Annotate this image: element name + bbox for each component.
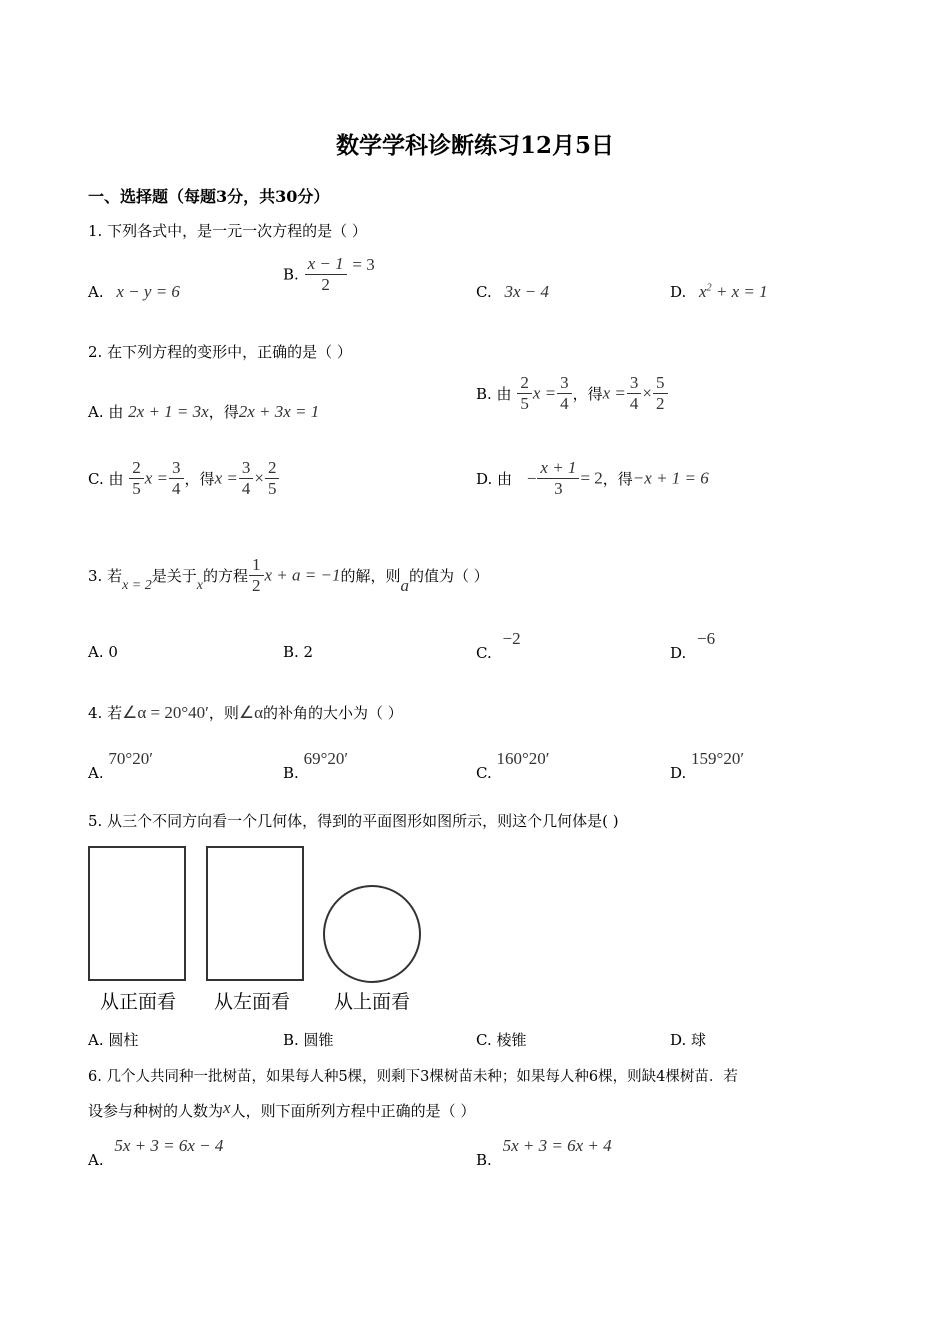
q5-option-c: C. 棱锥	[476, 1031, 527, 1049]
option-label: C.	[476, 283, 492, 301]
stem-math: ∠α	[238, 703, 264, 722]
question-2-stem: 2. 在下列方程的变形中，正确的是（ ）	[88, 343, 352, 361]
times-sign: ×	[642, 383, 653, 403]
q1-option-b	[283, 254, 375, 295]
option-math: x =	[214, 468, 238, 488]
math-rest: + x = 1	[711, 282, 768, 301]
option-label: A.	[88, 764, 104, 782]
question-4-stem	[88, 702, 403, 723]
fraction	[239, 458, 254, 499]
denominator: 2	[653, 393, 668, 414]
q5-option-d: D. 球	[670, 1031, 707, 1049]
option-math: 5x + 3 = 6x − 4	[114, 1136, 224, 1155]
denominator: 4	[627, 393, 642, 414]
q5-option-a: A. 圆柱	[88, 1031, 139, 1049]
numerator: 1	[252, 555, 261, 574]
q4-option-b	[283, 749, 349, 783]
option-label: C. 由	[88, 470, 124, 488]
numerator: 2	[267, 458, 277, 477]
fraction	[627, 373, 642, 414]
fraction	[169, 458, 184, 499]
option-math: = 3	[352, 254, 375, 274]
option-math: 70°20′	[108, 749, 153, 768]
denominator: 3	[537, 478, 579, 499]
numerator: 3	[560, 373, 569, 392]
denominator: 2	[305, 274, 347, 295]
option-math: 3x − 4	[504, 282, 550, 301]
option-math: −2	[502, 629, 521, 648]
denominator: 4	[239, 478, 254, 499]
numerator: 3	[172, 458, 181, 477]
option-label: C.	[476, 764, 492, 782]
numerator: 3	[629, 373, 639, 392]
stem-text: 的解，则	[340, 567, 401, 585]
question-1-stem: 1. 下列各式中，是一元一次方程的是（ ）	[88, 222, 367, 240]
fraction	[517, 373, 532, 414]
option-math: 159°20′	[691, 749, 745, 768]
numerator: 5	[656, 373, 665, 392]
option-label: C.	[476, 644, 492, 662]
denominator: 5	[265, 478, 280, 499]
q6-option-b	[476, 1136, 612, 1170]
question-6-stem-line2	[88, 1100, 475, 1121]
option-math: −6	[697, 629, 716, 648]
q3-option-a: A. 0	[88, 643, 118, 661]
section-heading: 一、选择题（每题3分，共30分）	[88, 187, 330, 206]
question-3-stem	[88, 555, 489, 596]
fraction	[305, 254, 347, 295]
stem-text: 人，则下面所列方程中正确的是（ ）	[230, 1102, 476, 1120]
top-view-circle	[323, 885, 421, 983]
math-exponent: 2	[706, 282, 712, 294]
stem-text: 的值为（ ）	[409, 567, 489, 585]
stem-text: 的补角的大小为（ ）	[263, 704, 403, 722]
caption-top-view: 从上面看	[334, 991, 411, 1013]
q4-option-d	[670, 749, 745, 783]
q2-option-c	[88, 458, 280, 499]
page-title: 数学学科诊断练习12月5日	[335, 132, 614, 159]
denominator: 4	[169, 478, 184, 499]
q1-option-a	[88, 282, 180, 302]
q3-option-d	[670, 629, 716, 663]
numerator: 3	[241, 458, 251, 477]
fraction	[537, 458, 579, 499]
stem-math: x	[223, 1098, 231, 1117]
q2-option-d	[476, 458, 709, 499]
option-text: ，得	[208, 403, 239, 421]
option-label: D.	[670, 283, 687, 301]
stem-math: x + a = −1	[264, 565, 341, 585]
option-text: ，得	[184, 470, 215, 488]
numerator: 2	[520, 373, 529, 392]
option-math: 2x + 1 = 3x	[128, 402, 209, 421]
stem-text: 3. 若	[88, 567, 123, 585]
option-text: ，得	[602, 470, 633, 488]
denominator: 2	[249, 575, 264, 596]
option-math: x =	[532, 383, 557, 403]
fraction	[129, 458, 144, 499]
stem-text: ，则	[208, 704, 239, 722]
q1-option-d	[670, 282, 768, 302]
times-sign: ×	[254, 468, 264, 488]
option-label: D.	[670, 764, 687, 782]
fraction	[653, 373, 668, 414]
stem-text: 的方程	[203, 567, 249, 585]
denominator: 4	[557, 393, 572, 414]
q4-option-c	[476, 749, 550, 783]
q4-option-a	[88, 749, 153, 783]
option-label: B.	[476, 1151, 492, 1169]
caption-front-view: 从正面看	[100, 991, 177, 1013]
q1-option-c	[476, 282, 549, 302]
option-math: 69°20′	[303, 749, 349, 768]
q5-option-b: B. 圆锥	[283, 1031, 334, 1049]
numerator: x − 1	[307, 254, 344, 273]
option-math: x =	[144, 468, 169, 488]
option-math: −x + 1 = 6	[632, 468, 709, 488]
option-math: 2x + 3x = 1	[238, 402, 320, 421]
q6-option-a	[88, 1136, 224, 1170]
option-text: ，得	[572, 385, 603, 403]
option-label: A.	[88, 283, 104, 301]
question-6-stem-line1: 6. 几个人共同种一批树苗，如果每人种5棵，则剩下3棵树苗未种；如果每人种6棵，则缺4棵树苗．若	[88, 1069, 738, 1085]
numerator: 2	[132, 458, 141, 477]
stem-text: 4. 若	[88, 704, 123, 722]
option-math: x =	[602, 383, 626, 403]
stem-math: x = 2	[122, 577, 152, 593]
option-label: B.	[283, 764, 299, 782]
option-label: B.	[283, 265, 299, 284]
option-label: B. 由	[476, 385, 512, 403]
stem-text: 是关于	[151, 567, 197, 585]
stem-math: x	[196, 577, 203, 593]
denominator: 5	[517, 393, 532, 414]
stem-text: 设参与种树的人数为	[88, 1102, 224, 1120]
denominator: 5	[129, 478, 144, 499]
option-math: 5x + 3 = 6x + 4	[502, 1136, 612, 1155]
option-math: x − y = 6	[116, 282, 180, 301]
fraction	[249, 555, 264, 596]
front-view-rectangle	[88, 846, 186, 981]
fraction	[557, 373, 572, 414]
option-label: D. 由	[476, 470, 513, 488]
left-view-rectangle	[206, 846, 304, 981]
option-label: A.	[88, 1151, 104, 1169]
fraction	[265, 458, 280, 499]
math-x: x	[699, 282, 707, 301]
option-label: A. 由	[88, 403, 124, 421]
q2-option-a	[88, 401, 319, 422]
option-math: = 2	[580, 468, 603, 488]
q2-option-b	[476, 373, 669, 414]
q3-option-c	[476, 629, 521, 663]
question-5-stem: 5. 从三个不同方向看一个几何体，得到的平面图形如图所示，则这个几何体是( )	[88, 812, 619, 830]
option-math	[699, 282, 768, 301]
stem-math: a	[400, 575, 409, 595]
numerator: x + 1	[540, 458, 577, 477]
option-math: 160°20′	[496, 749, 550, 768]
q3-option-b: B. 2	[283, 643, 314, 661]
minus-sign: −	[526, 468, 537, 488]
stem-math: ∠α = 20°40′	[122, 703, 209, 722]
caption-left-view: 从左面看	[214, 991, 291, 1013]
option-label: D.	[670, 644, 687, 662]
